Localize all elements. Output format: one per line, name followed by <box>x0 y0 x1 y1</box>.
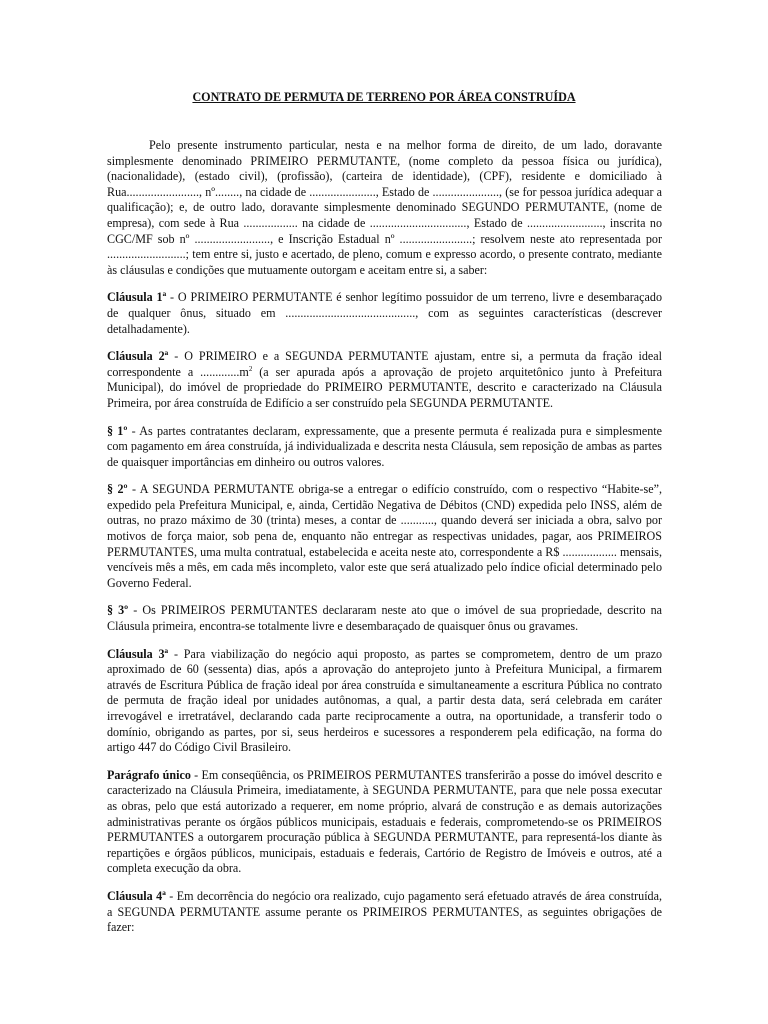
intro-paragraph: Pelo presente instrumento particular, nesta e na melhor forma de direito, de um lado, doravante simplesmente denominado PRIMEIRO PERMUTANTE, (nome completo da pessoa física ou jurídica), (nacionalidade), (estado civil), (profissão), (carteira de identidade), (CPF), residente e domiciliado à Rua........................, nº........, na cidade de ......................, Estado de ......................, (se for pessoa jurídica adequar a qualificação); e, de outro lado, doravante simplesmente denominado SEGUNDO PERMUTANTE, (nome de empresa), com sede à Rua .................. na cidade de ................................, Estado de ........................., inscrita no CGC/MF sob nº ........................., e Inscrição Estadual nº ........................; resolvem neste ato representada por ..........................; tem entre si, justo e acertado, de pleno, comum e expresso acordo, o presente contrato, mediante às cláusulas e condições que mutuamente outorgam e aceitam entre si, a saber: <box>107 138 662 277</box>
clausula-2-text-b: (a ser apurada após a aprovação de projeto arquitetônico junto à Prefeitura Municipal), do imóvel de propriedade do PRIMEIRO PERMUTANTE, descrito e caracterizado na Cláusula Primeira, por área construída de Edifício a ser construído pela SEGUNDA PERMUTANTE. <box>107 364 663 410</box>
clausula-3 <box>107 647 662 756</box>
clausula-1-label: Cláusula 1ª <box>107 290 167 305</box>
paragrafo-1-label: § 1º <box>107 423 128 438</box>
clausula-4-text: - Em decorrência do negócio ora realizado, cujo pagamento será efetuado através de área construída, a SEGUNDA PERMUTANTE assume perante os PRIMEIROS PERMUTANTES, as seguintes obrigações de fazer: <box>107 888 662 935</box>
clausula-1 <box>107 290 662 337</box>
clausula-2-label: Cláusula 2ª <box>107 349 169 364</box>
clausula-2-superscript: 2 <box>248 364 253 373</box>
clausula-3-text: - Para viabilização do negócio aqui proposto, as partes se comprometem, dentro de um prazo aproximado de 60 (sessenta) dias, após a aprovação do anteprojeto junto à Prefeitura Municipal, a firmarem através de Escritura Pública de fração ideal por área construída e simultaneamente a escritura Pública no contrato de permuta de fração ideal por unidades autônomas, a qual, a partir desta data, será celebrada em caráter irrevogável e irretratável, declarando cada parte reciprocamente a outra, na oportunidade, a transferir todo o domínio, obrigando as partes, por si, seus herdeiros e sucessores a responderem pela edificação, na forma do artigo 447 do Código Civil Brasileiro. <box>107 646 662 755</box>
paragrafo-2 <box>107 482 662 591</box>
paragrafo-1-text: - As partes contratantes declaram, expressamente, que a presente permuta é realizada pura e simplesmente com pagamento em área construída, já individualizada e descrita nesta Cláusula, sem reposição de ambas as partes de quaisquer importâncias em dinheiro ou outros valores. <box>107 423 663 469</box>
paragrafo-unico-label: Parágrafo único <box>107 767 191 782</box>
paragrafo-3-text: - Os PRIMEIROS PERMUTANTES declararam neste ato que o imóvel de sua propriedade, descrito na Cláusula primeira, encontra-se totalmente livre e desembaraçado de quaisquer ônus ou gravames. <box>107 603 663 634</box>
clausula-1-text: - O PRIMEIRO PERMUTANTE é senhor legítimo possuidor de um terreno, livre e desembaraçado de qualquer ônus, situado em ..........................................., com as seguintes características (descrever detalhadamente). <box>107 290 662 336</box>
clausula-4-label: Cláusula 4ª <box>107 888 166 903</box>
paragrafo-unico <box>107 768 662 877</box>
document-title: CONTRATO DE PERMUTA DE TERRENO POR ÁREA CONSTRUÍDA <box>192 90 576 104</box>
paragrafo-2-label: § 2º <box>107 482 128 497</box>
clausula-4 <box>107 889 662 936</box>
clausula-2-text-a: - O PRIMEIRO e a SEGUNDA PERMUTANTE ajustam, entre si, a permuta da fração ideal correspondente a .............m <box>107 349 662 379</box>
paragrafo-3-label: § 3º <box>107 603 129 618</box>
paragrafo-1 <box>107 424 662 471</box>
clausula-3-label: Cláusula 3ª <box>107 646 169 661</box>
document-body <box>107 138 662 948</box>
paragrafo-unico-text: - Em conseqüência, os PRIMEIROS PERMUTANTES transferirão a posse do imóvel descrito e caracterizado na Cláusula Primeira, imediatamente, à SEGUNDA PERMUTANTE, para que nele possa executar as obras, pelo que está autorizado a requerer, em nome próprio, alvará de construção e as demais autorizações administrativas perante os órgãos públicos municipais, estaduais e federais, comprometendo-se os PRIMEIROS PERMUTANTES a outorgarem procuração pública à SEGUNDA PERMUTANTE, para representá-los diante às repartições e órgãos públicos, municipais, estaduais e federais, Cartório de Registro de Imóveis e outros, até a completa execução da obra. <box>107 767 663 876</box>
clausula-2 <box>107 349 662 411</box>
paragrafo-2-text: - A SEGUNDA PERMUTANTE obriga-se a entregar o edifício construído, com o respectivo “Habite-se”, expedido pela Prefeitura Municipal, e, ainda, Certidão Negativa de Débitos (CND) expedida pelo INSS, além de outras, no prazo máximo de 30 (trinta) meses, a contar de ..........., quando deverá ser iniciada a obra, salvo por motivos de força maior, sob pena de, enquanto não entregar as respectivas unidades, pagar, aos PRIMEIROS PERMUTANTES, uma multa contratual, estabelecida e aceita neste ato, correspondente a R$ .................. mensais, vencíveis mês a mês, em cada mês incompleto, valor este que será atualizado pelo índice oficial determinado pelo Governo Federal. <box>107 482 662 590</box>
paragrafo-3 <box>107 603 662 634</box>
